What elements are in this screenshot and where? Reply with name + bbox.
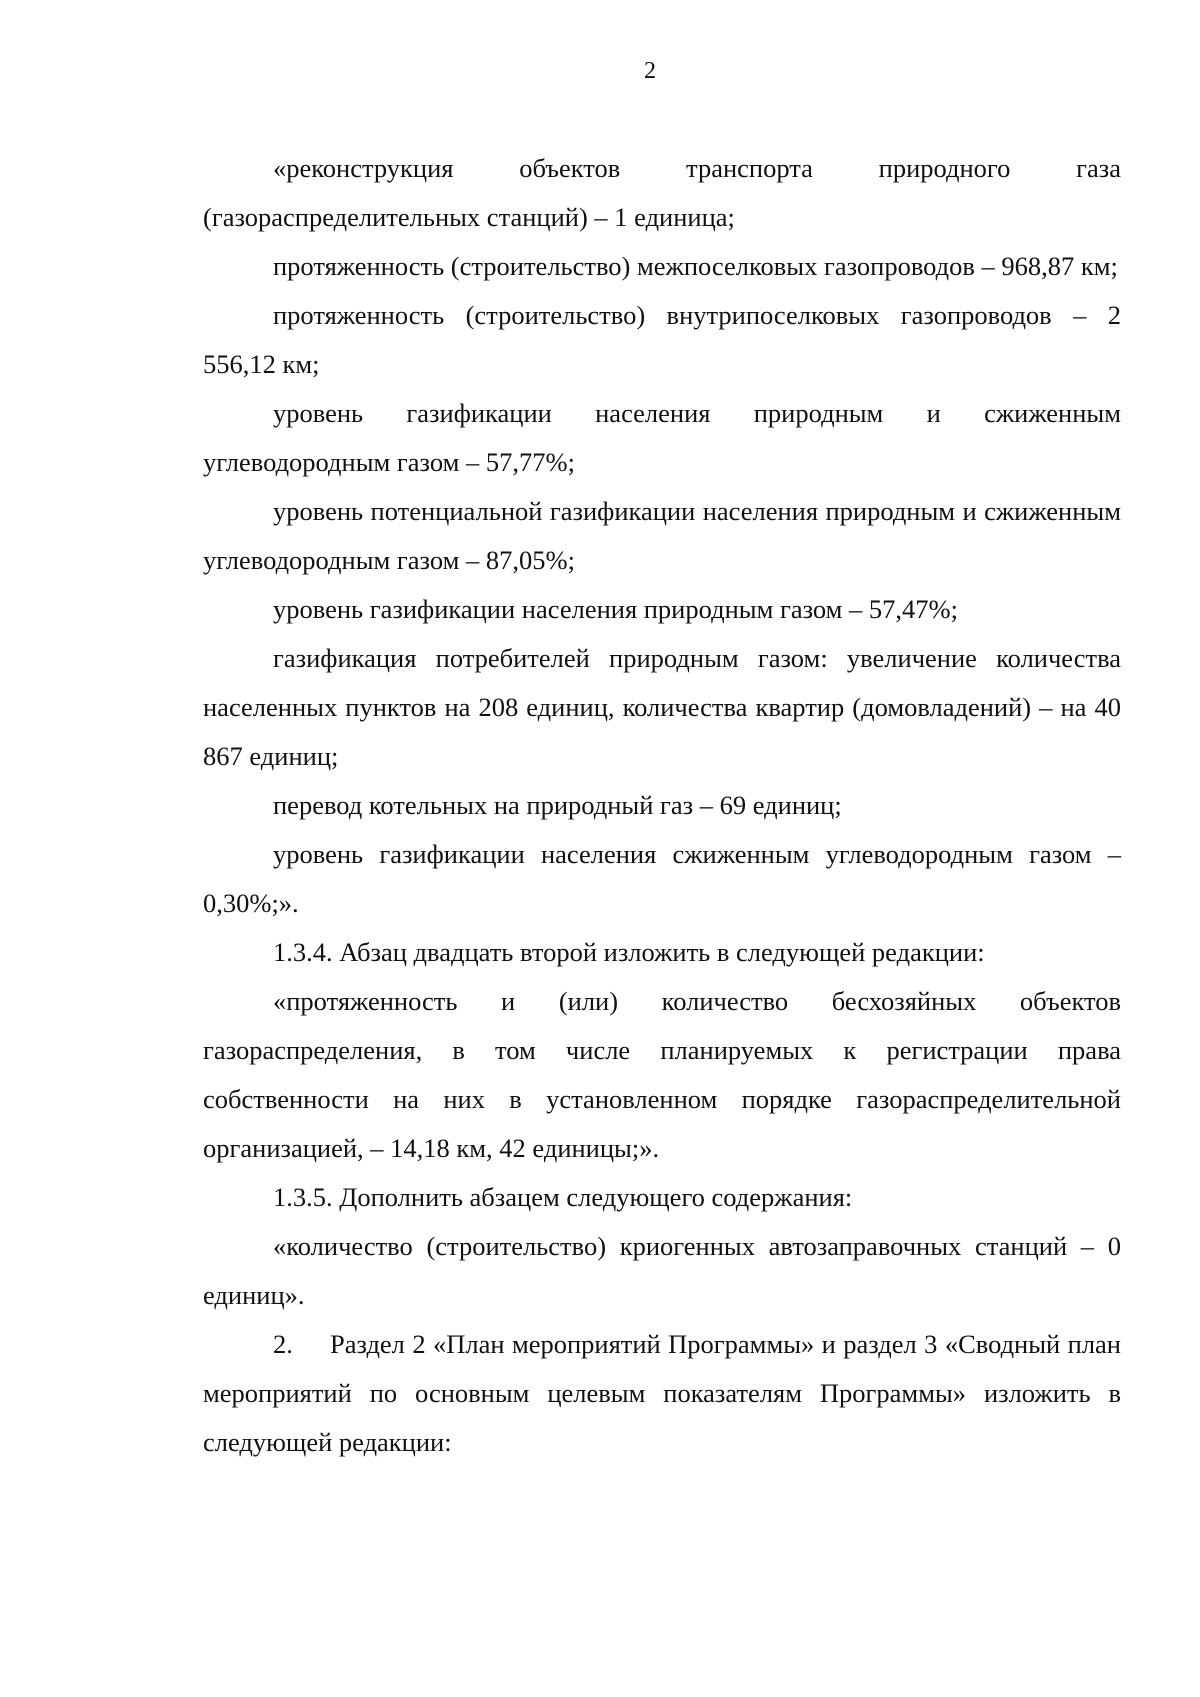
paragraph-section-2: 2. Раздел 2 «План мероприятий Программы» и раздел 3 «Сводный план мероприятий по основным целевым показателям Программы» изложить в следующей редакции: xyxy=(203,1329,1128,1457)
paragraph-gasification-level-natural-lpg: уровень газификации населения природным и сжиженным углеводородным газом – 57,77%; xyxy=(203,398,1121,477)
paragraph-ownerless-objects: «протяженность и (или) количество бесхозяйных объектов газораспределения, в том числе планируемых к регистрации права собственности на них в установленном порядке газораспределительной организацией, – 14,18 км, 42 единицы;». xyxy=(203,986,1121,1163)
document-body xyxy=(203,144,1128,1467)
paragraph-gas-distribution-stations: «реконструкция объектов транспорта природного газа (газораспределительных станций) – 1 единица; xyxy=(203,153,1121,232)
page-number: 2 xyxy=(644,58,656,84)
paragraph-intersettlement-pipelines: протяженность (строительство) межпоселковых газопроводов – 968,87 км; xyxy=(273,251,1118,281)
paragraph-consumer-gasification: газификация потребителей природным газом: увеличение количества населенных пунктов на 208 единиц, количества квартир (домовладений) – на 40 867 единиц; xyxy=(203,643,1121,771)
paragraph-intrasettlement-pipelines: протяженность (строительство) внутрипоселковых газопроводов – 2 556,12 км; xyxy=(203,300,1121,379)
paragraph-cryogenic-stations: «количество (строительство) криогенных автозаправочных станций – 0 единиц». xyxy=(203,1231,1121,1310)
paragraph-lpg-gasification-level: уровень газификации населения сжиженным углеводородным газом – 0,30%;». xyxy=(203,839,1121,918)
paragraph-potential-gasification-level: уровень потенциальной газификации населения природным и сжиженным углеводородным газом – 87,05%; xyxy=(203,496,1121,575)
paragraph-clause-1-3-5: 1.3.5. Дополнить абзацем следующего содержания: xyxy=(273,1182,853,1212)
paragraph-boiler-conversion: перевод котельных на природный газ – 69 единиц; xyxy=(273,790,842,820)
paragraph-clause-1-3-4: 1.3.4. Абзац двадцать второй изложить в следующей редакции: xyxy=(273,937,985,967)
paragraph-natural-gas-gasification-level: уровень газификации населения природным газом – 57,47%; xyxy=(273,594,958,624)
